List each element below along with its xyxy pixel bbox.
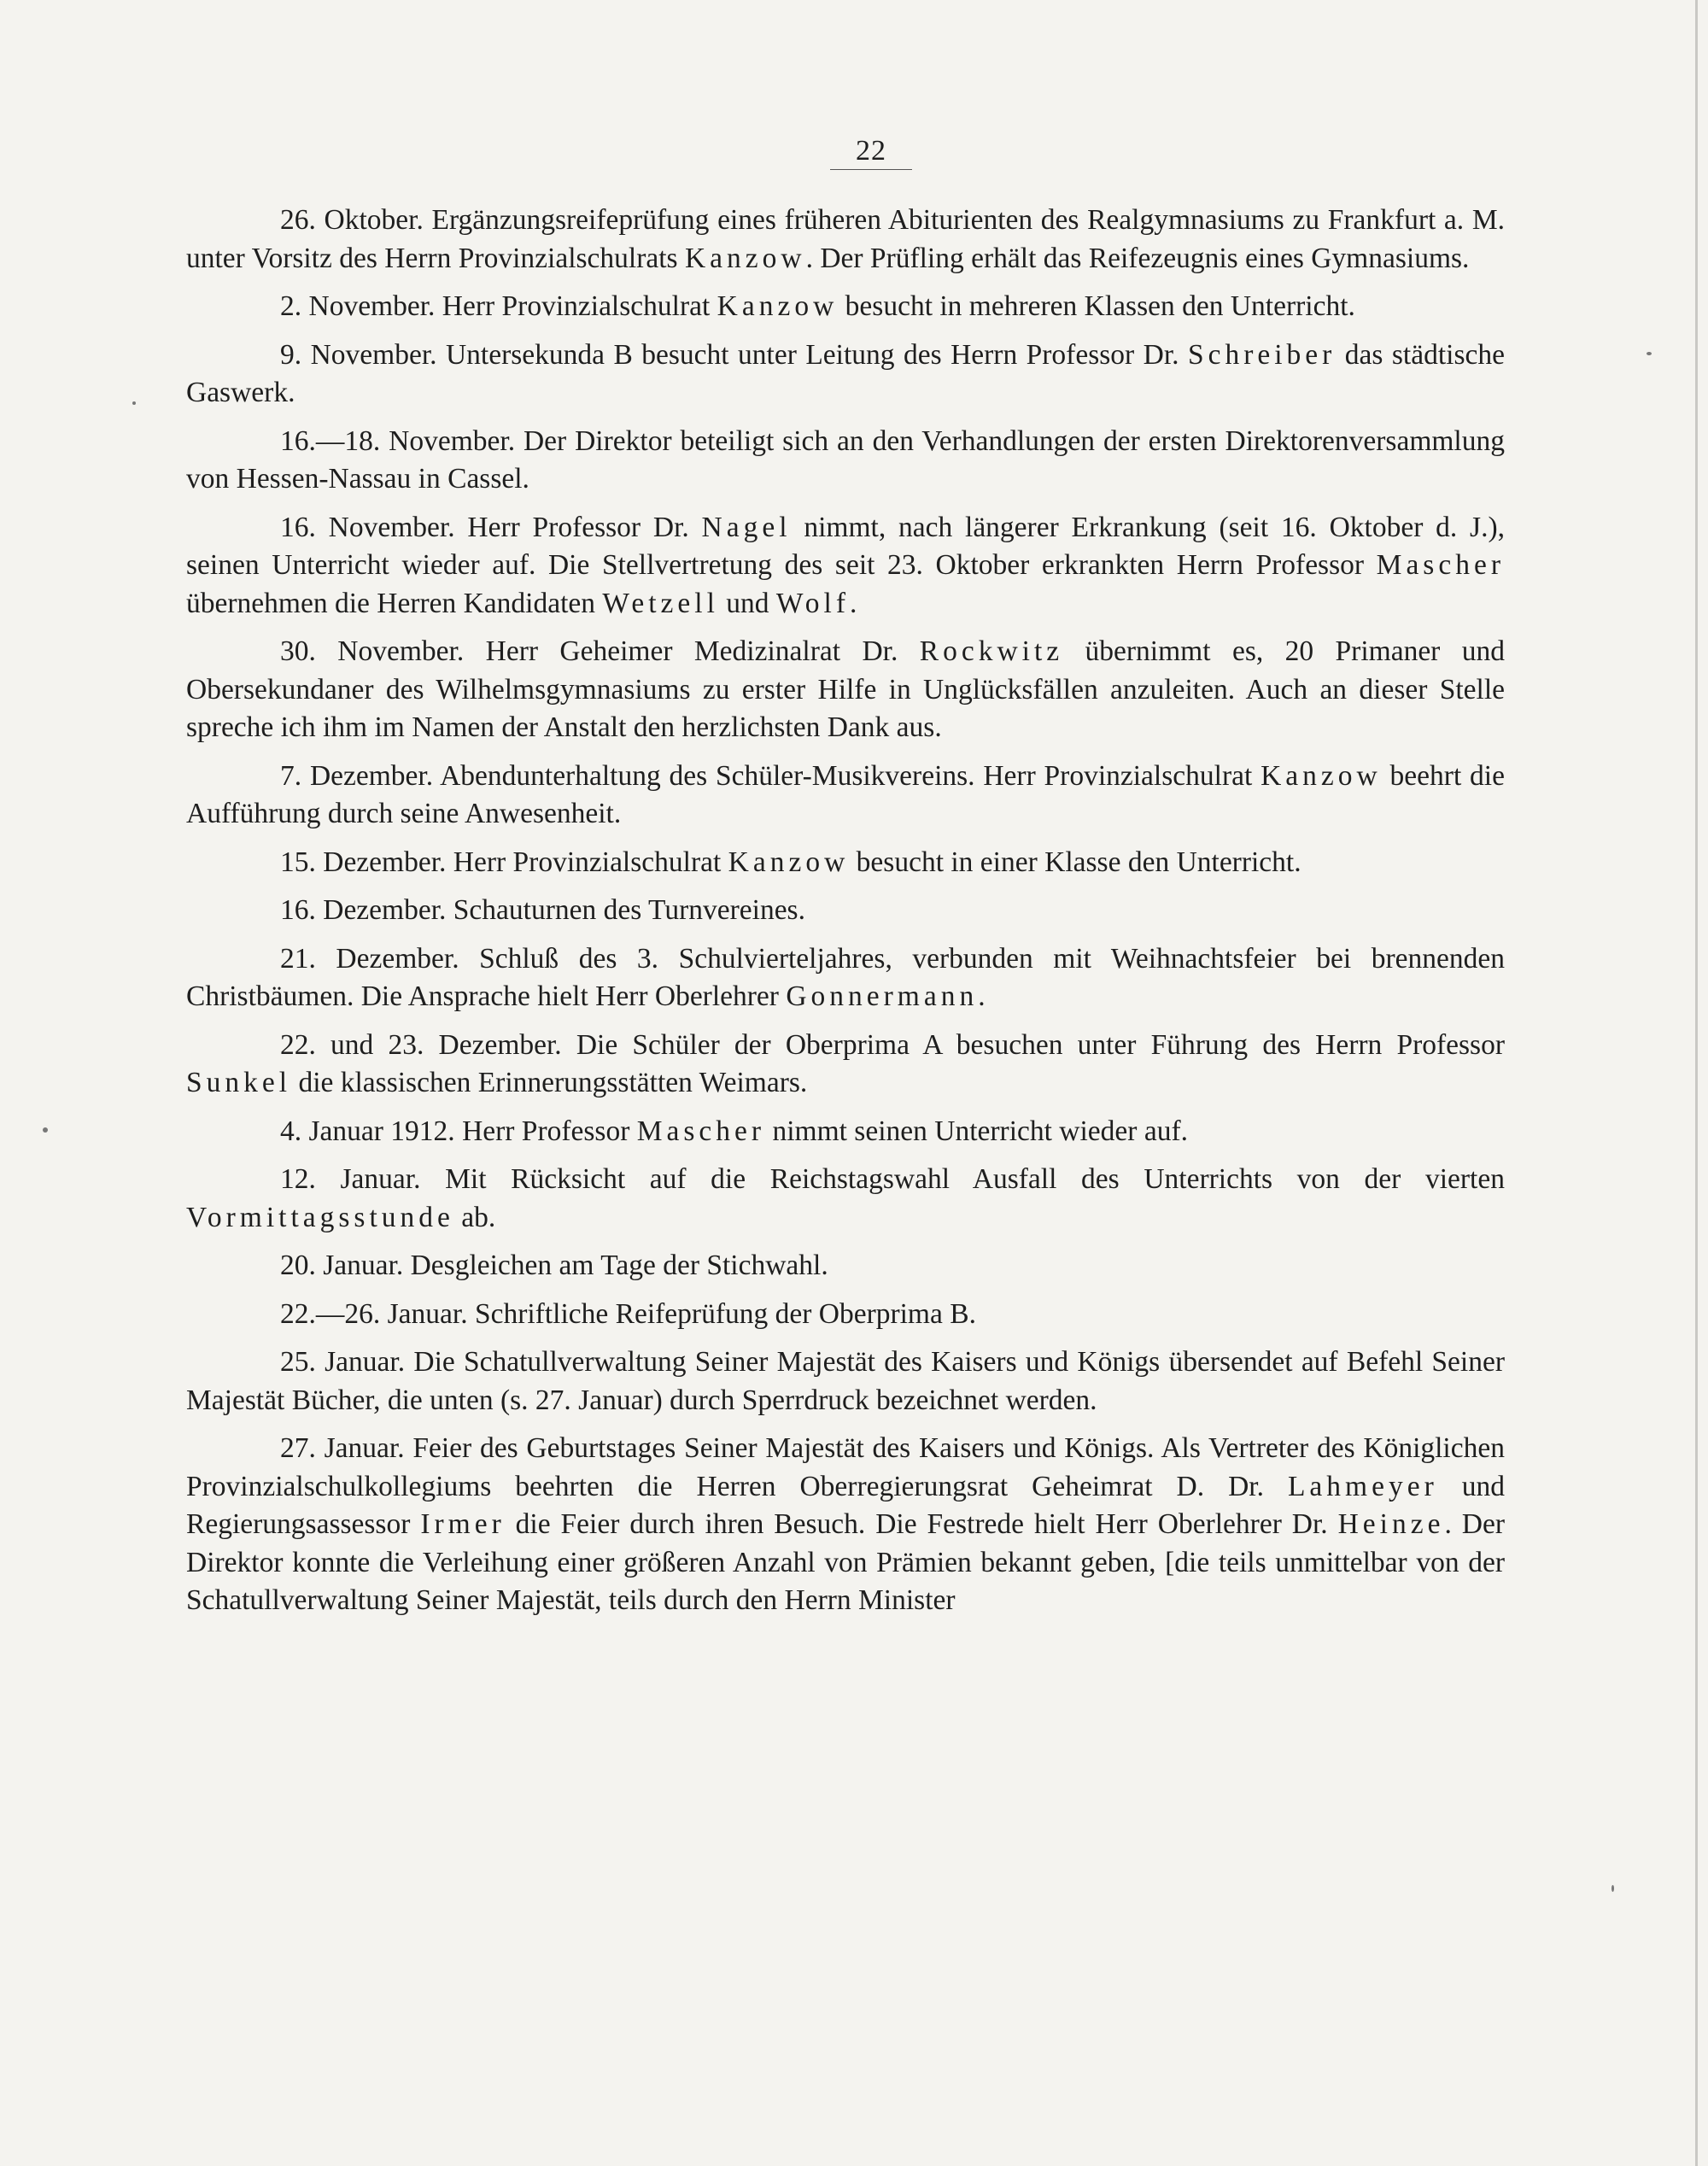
chronicle-entry: [186, 1344, 1505, 1420]
spaced-name: Mascher: [1376, 549, 1505, 581]
spaced-name: Kanzow: [728, 846, 850, 878]
entry-text: ab.: [453, 1201, 496, 1233]
page-number-text: 22: [830, 135, 912, 170]
entry-text: nimmt seinen Unterricht wieder auf.: [765, 1115, 1188, 1147]
scan-speck: [1647, 352, 1652, 355]
entry-date: 25. Januar.: [280, 1346, 406, 1378]
entry-date: 12. Januar.: [280, 1163, 421, 1195]
spaced-name: Lahmeyer: [1287, 1470, 1438, 1502]
entry-date: 7. Dezember.: [280, 759, 434, 792]
spaced-name: Nagel: [701, 511, 792, 543]
chronicle-entry: [186, 423, 1505, 499]
chronicle-entry: [186, 337, 1505, 413]
page-number: [0, 135, 1708, 170]
entry-text: Herr Geheimer Medizinalrat Dr.: [464, 635, 920, 667]
chronicle-entry: [186, 1113, 1505, 1151]
entry-date: 15. Dezember.: [280, 846, 447, 878]
spaced-name: Mascher: [636, 1115, 766, 1147]
chronicle-entry: [186, 288, 1505, 326]
entry-text: Herr Professor: [454, 1115, 637, 1147]
entry-text: Schriftliche Reifeprüfung der Oberprima B.: [467, 1297, 976, 1330]
spaced-name: Gonnermann: [786, 981, 979, 1012]
spaced-name: Kanzow: [1261, 759, 1382, 792]
chronicle-entry: [186, 509, 1505, 623]
entry-text: Mit Rücksicht auf die Reichstagswahl Ausfall des Unterrichts von der vierten: [420, 1163, 1505, 1195]
entry-date: 22.—26. Januar.: [280, 1297, 468, 1330]
spaced-name: Kanzow: [717, 290, 839, 322]
entry-text: und Regierungsassessor: [186, 1470, 1506, 1540]
entry-date: 26. Oktober.: [280, 204, 424, 236]
entry-text: beehrt die Aufführung durch seine Anwesenheit.: [186, 759, 1505, 829]
entry-text: Schluß des 3. Schulvierteljahres, verbunden mit Weihnachtsfeier bei brennenden Christbäumen. Die Ansprache hielt Herr Oberlehrer: [186, 942, 1505, 1012]
entry-date: 16. Dezember.: [280, 894, 447, 926]
chronicle-entry: [186, 1161, 1505, 1237]
entry-text: Untersekunda B besucht unter Leitung des Herrn Professor Dr.: [436, 338, 1188, 371]
scan-speck: [1611, 1885, 1614, 1892]
entry-text: die Feier durch ihren Besuch. Die Festrede hielt Herr Oberlehrer Dr.: [505, 1508, 1338, 1540]
entry-text: .: [850, 587, 857, 619]
entry-date: 16. November.: [280, 511, 455, 543]
page-edge: [1695, 0, 1698, 2166]
entry-date: 22. und 23. Dezember.: [280, 1028, 562, 1061]
entry-date: 4. Januar 1912.: [280, 1115, 455, 1147]
entry-date: 16.—18. November.: [280, 424, 516, 457]
entry-date: 21. Dezember.: [280, 942, 459, 975]
entry-text: übernehmen die Herren Kandidaten: [186, 587, 603, 619]
scan-speck: [43, 1127, 48, 1133]
chronicle-entry: [186, 1247, 1505, 1285]
spaced-name: Wetzell: [602, 587, 719, 619]
entry-date: 20. Januar.: [280, 1250, 404, 1281]
chronicle-entry: [186, 844, 1505, 882]
entry-text: Der Direktor beteiligt sich an den Verhandlungen der ersten Direktorenversammlung von Hessen-Nassau in Cassel.: [186, 424, 1505, 495]
chronicle-entry: [186, 1027, 1505, 1103]
entry-text: Herr Provinzialschulrat: [435, 290, 717, 322]
spaced-name: Sunkel: [186, 1067, 292, 1098]
entry-text: . Der Direktor konnte die Verleihung einer größeren Anzahl von Prämien bekannt geben, [die teils unmittelbar von der Schatullverwaltung Seiner Majestät, teils durch den Herrn Minister: [186, 1508, 1506, 1616]
spaced-name: Kanzow: [684, 242, 806, 274]
entry-date: 30. November.: [280, 635, 465, 667]
entry-text: .: [978, 981, 986, 1012]
entry-text: Herr Provinzialschulrat: [446, 846, 728, 878]
entry-text: Desgleichen am Tage der Stichwahl.: [403, 1250, 828, 1281]
entry-date: 9. November.: [280, 338, 437, 371]
entry-text: . Der Prüfling erhält das Reifezeugnis eines Gymnasiums.: [805, 242, 1470, 274]
chronicle-entry: [186, 940, 1505, 1016]
spaced-name: Heinze: [1337, 1508, 1445, 1540]
chronicle-entry: [186, 202, 1505, 278]
entry-text: besucht in mehreren Klassen den Unterricht.: [838, 290, 1355, 322]
chronicle-entry: [186, 1296, 1505, 1334]
entry-text: die klassischen Erinnerungsstätten Weimars.: [291, 1067, 808, 1098]
entry-date: 27. Januar.: [280, 1432, 405, 1464]
chronicle-entry: [186, 758, 1505, 834]
entry-text: nimmt, nach längerer Erkrankung (seit 16. Oktober d. J.), seinen Unterricht wieder auf. Die Stellvertretung des seit 23. Oktober erkrankten Herrn Professor: [186, 511, 1506, 581]
chronicle-entries: [186, 202, 1505, 1630]
entry-text: das städtische Gaswerk.: [186, 338, 1505, 408]
spaced-name: Schreiber: [1187, 338, 1337, 371]
spaced-name: Wolf: [775, 587, 851, 619]
entry-text: Die Schatullverwaltung Seiner Majestät des Kaisers und Königs übersendet auf Befehl Seiner Majestät Bücher, die unten (s. 27. Januar) durch Sperrdruck bezeichnet werden.: [186, 1346, 1505, 1416]
entry-text: Herr Professor Dr.: [454, 511, 702, 543]
chronicle-entry: [186, 892, 1505, 930]
entry-text: Abendunterhaltung des Schüler-Musikvereins. Herr Provinzialschulrat: [433, 759, 1261, 792]
entry-text: und: [718, 587, 776, 619]
entry-text: besucht in einer Klasse den Unterricht.: [849, 846, 1301, 878]
spaced-name: Rockwitz: [919, 635, 1064, 667]
entry-text: Die Schüler der Oberprima A besuchen unter Führung des Herrn Professor: [561, 1028, 1505, 1061]
spaced-name: Vormittagsstunde: [186, 1201, 454, 1233]
spaced-name: Irmer: [420, 1508, 506, 1540]
entry-text: Feier des Geburtstages Seiner Majestät des Kaisers und Königs. Als Vertreter des Königlichen Provinzialschulkollegiums beehrten die Herren Oberregierungsrat Geheimrat D. Dr.: [186, 1432, 1505, 1502]
entry-date: 2. November.: [280, 290, 436, 322]
entry-text: übernimmt es, 20 Primaner und Obersekundaner des Wilhelmsgymnasiums zu erster Hilfe in Unglücksfällen anzuleiten. Auch an dieser Stelle spreche ich ihm im Namen der Anstalt den herzlichsten Dank aus.: [186, 635, 1506, 743]
chronicle-entry: [186, 1430, 1505, 1620]
scan-speck: [132, 401, 136, 405]
entry-text: Ergänzungsreifeprüfung eines früheren Abiturienten des Realgymnasiums zu Frankfurt a. M. unter Vorsitz des Herrn Provinzialschulrats: [186, 204, 1505, 274]
entry-text: Schauturnen des Turnvereines.: [446, 894, 805, 926]
chronicle-entry: [186, 633, 1505, 747]
